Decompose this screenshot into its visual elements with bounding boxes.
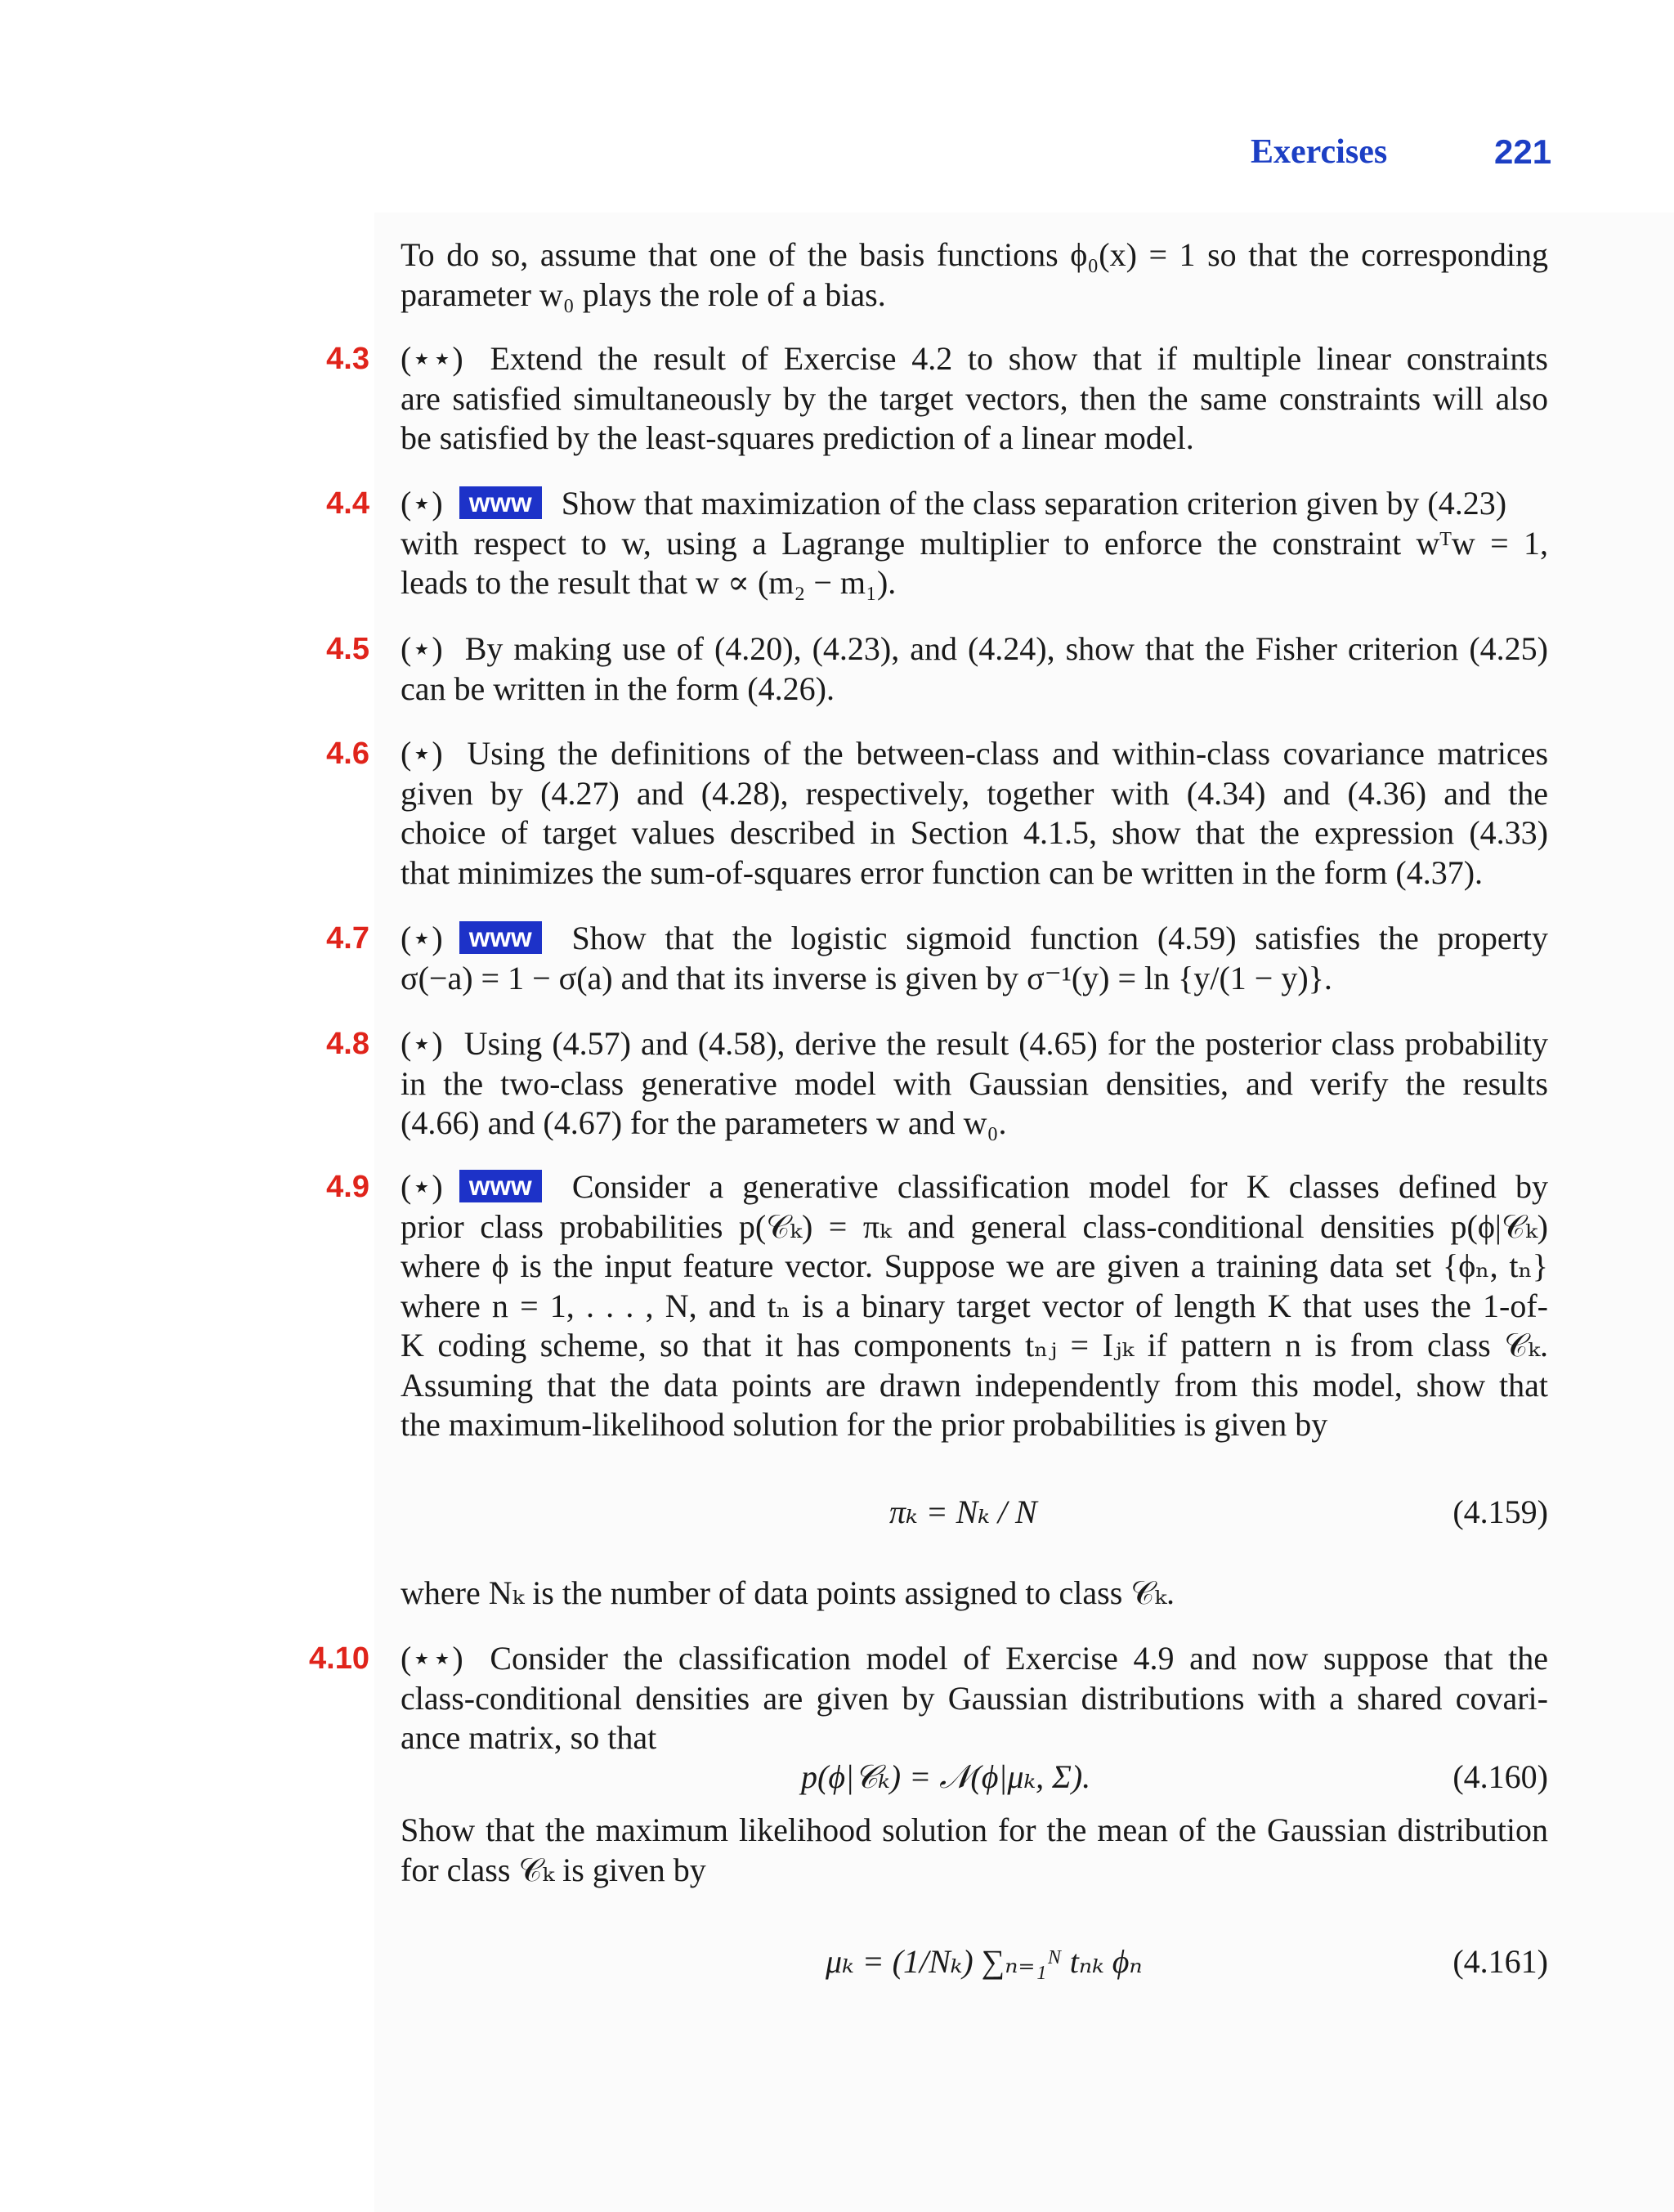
equation-number: (4.160) bbox=[1452, 1758, 1548, 1795]
difficulty-stars: (⋆) bbox=[401, 735, 443, 772]
header-title: Exercises bbox=[1251, 133, 1388, 171]
exercise-4-9-after bbox=[401, 1574, 1548, 1614]
text-line: be satisfied by the least-squares prediction of a linear model. bbox=[401, 419, 1194, 456]
page-number: 221 bbox=[1494, 132, 1552, 171]
equation-number: (4.161) bbox=[1452, 1943, 1548, 1980]
text-line: where Nₖ is the number of data points assigned to class 𝒞ₖ. bbox=[401, 1574, 1175, 1611]
text-line: Show that the maximum likelihood solution for the mean of the Gaussian distribution bbox=[401, 1811, 1548, 1848]
exercise-number: 4.9 bbox=[326, 1170, 369, 1204]
exercise-4-7 bbox=[401, 919, 1548, 998]
www-badge[interactable]: www bbox=[459, 921, 542, 954]
equation-4-160 bbox=[401, 1758, 1548, 1807]
exercise-4-4 bbox=[401, 484, 1548, 603]
text-line: parameter w₀ plays the role of a bias. bbox=[401, 275, 886, 313]
exercise-number: 4.10 bbox=[309, 1641, 369, 1676]
text-line: where n = 1, . . . , N, and tₙ is a binary target vector of length K that uses the 1-of- bbox=[401, 1287, 1548, 1324]
exercise-number: 4.3 bbox=[326, 342, 369, 376]
text-line: the maximum-likelihood solution for the prior probabilities is given by bbox=[401, 1406, 1328, 1443]
exercise-number: 4.4 bbox=[326, 486, 369, 521]
text-line: (⋆⋆) Extend the result of Exercise 4.2 to show that if multiple linear constraints bbox=[401, 340, 1548, 377]
running-header bbox=[0, 126, 1674, 175]
www-badge[interactable]: www bbox=[459, 486, 542, 519]
text-line: in the two-class generative model with Gaussian densities, and verify the results bbox=[401, 1064, 1548, 1102]
text-line: where ϕ is the input feature vector. Suppose we are given a training data set {ϕₙ, tₙ} bbox=[401, 1247, 1548, 1284]
text-line: given by (4.27) and (4.28), respectively, together with (4.34) and (4.36) and the bbox=[401, 774, 1548, 812]
equation-text: μₖ = (1/Nₖ) ∑ₙ₌₁ᴺ tₙₖ ϕₙ bbox=[826, 1943, 1143, 1980]
text-line: are satisfied simultaneously by the target vectors, then the same constraints will also bbox=[401, 379, 1548, 417]
exercise-4-3 bbox=[401, 339, 1548, 459]
text-line: (⋆) By making use of (4.20), (4.23), and (4.24), show that the Fisher criterion (4.25) bbox=[401, 630, 1548, 667]
text-line: (⋆⋆) Consider the classification model of Exercise 4.9 and now suppose that the bbox=[401, 1640, 1548, 1677]
text-line: To do so, assume that one of the basis functions ϕ₀(x) = 1 so that the corresponding bbox=[401, 236, 1548, 273]
exercise-number: 4.8 bbox=[326, 1027, 369, 1061]
text-line: for class 𝒞ₖ is given by bbox=[401, 1851, 706, 1888]
text-line: leads to the result that w ∝ (m₂ − m₁). bbox=[401, 564, 897, 601]
intro-paragraph bbox=[401, 235, 1548, 315]
text-line: with respect to w, using a Lagrange multiplier to enforce the constraint wᵀw = 1, bbox=[401, 524, 1548, 562]
equation-text: p(ϕ|𝒞ₖ) = 𝒩(ϕ|μₖ, Σ). bbox=[801, 1758, 1091, 1795]
text-line: prior class probabilities p(𝒞ₖ) = πₖ and general class-conditional densities p(ϕ|𝒞ₖ) bbox=[401, 1207, 1548, 1245]
exercise-number: 4.7 bbox=[326, 921, 369, 956]
text-line: (⋆) www Consider a generative classification model for K classes defined by bbox=[401, 1168, 1548, 1205]
difficulty-stars: (⋆) bbox=[401, 1025, 443, 1062]
text-line: (4.66) and (4.67) for the parameters w and w₀. bbox=[401, 1104, 1007, 1141]
equation-4-161 bbox=[401, 1905, 1548, 2019]
difficulty-stars: (⋆) bbox=[401, 1168, 443, 1205]
difficulty-stars: (⋆⋆) bbox=[401, 340, 463, 377]
exercise-number: 4.6 bbox=[326, 737, 369, 771]
text-line: K coding scheme, so that it has components tₙⱼ = Iⱼₖ if pattern n is from class 𝒞ₖ. bbox=[401, 1327, 1548, 1363]
equation-text: πₖ = Nₖ / N bbox=[889, 1493, 1037, 1530]
equation-number: (4.159) bbox=[1452, 1493, 1548, 1530]
text-line: (⋆) Using the definitions of the between-class and within-class covariance matrices bbox=[401, 735, 1548, 772]
difficulty-stars: (⋆) bbox=[401, 630, 443, 667]
www-badge[interactable]: www bbox=[459, 1170, 542, 1202]
text-line: (⋆) Using (4.57) and (4.58), derive the result (4.65) for the posterior class probability bbox=[401, 1025, 1548, 1062]
text-line: choice of target values described in Section 4.1.5, show that the expression (4.33) bbox=[401, 814, 1548, 851]
text-line: can be written in the form (4.26). bbox=[401, 669, 835, 707]
exercise-number: 4.5 bbox=[326, 632, 369, 666]
exercise-4-10-after bbox=[401, 1811, 1548, 1890]
exercise-4-5 bbox=[401, 629, 1548, 709]
text-line: (⋆) www Show that the logistic sigmoid function (4.59) satisfies the property bbox=[401, 920, 1548, 956]
text-line: σ(−a) = 1 − σ(a) and that its inverse is given by σ⁻¹(y) = ln {y/(1 − y)}. bbox=[401, 959, 1332, 996]
difficulty-stars: (⋆) bbox=[401, 920, 443, 956]
text-line: class-conditional densities are given by Gaussian distributions with a shared covari- bbox=[401, 1679, 1548, 1717]
text-line: (⋆) www Show that maximization of the class separation criterion given by (4.23) bbox=[401, 485, 1507, 522]
exercise-4-8 bbox=[401, 1024, 1548, 1144]
text-line: that minimizes the sum-of-squares error function can be written in the form (4.37). bbox=[401, 853, 1484, 891]
exercise-4-6 bbox=[401, 734, 1548, 893]
difficulty-stars: (⋆⋆) bbox=[401, 1640, 463, 1677]
text-line: ance matrix, so that bbox=[401, 1719, 657, 1756]
exercise-4-9 bbox=[401, 1167, 1548, 1445]
difficulty-stars: (⋆) bbox=[401, 485, 443, 522]
exercise-4-10 bbox=[401, 1639, 1548, 1758]
text-line: Assuming that the data points are drawn independently from this model, show that bbox=[401, 1366, 1548, 1404]
equation-4-159 bbox=[401, 1471, 1548, 1553]
